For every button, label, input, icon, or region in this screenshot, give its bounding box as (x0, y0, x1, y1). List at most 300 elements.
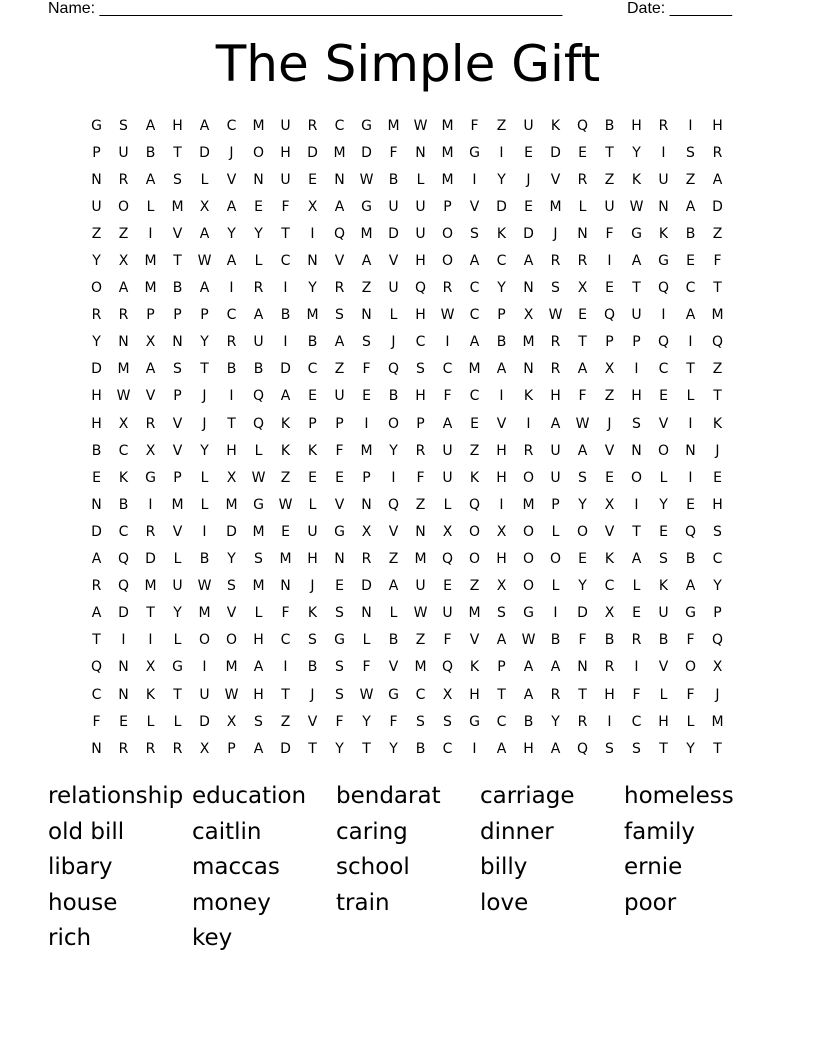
grid-letter: N (577, 225, 588, 242)
grid-letter: O (252, 144, 265, 161)
grid-letter: N (685, 442, 696, 459)
grid-letter: A (388, 578, 399, 595)
grid-letter: I (688, 469, 693, 486)
grid-letter: S (335, 686, 344, 703)
grid-letter: C (658, 361, 669, 378)
grid-letter: I (229, 280, 234, 297)
grid-letter: P (713, 605, 722, 622)
grid-letter: S (443, 713, 452, 730)
grid-letter: E (308, 171, 317, 188)
grid-letter: E (659, 523, 668, 540)
grid-letter: P (335, 415, 344, 432)
grid-letter: O (657, 442, 670, 459)
grid-letter: P (632, 334, 641, 351)
grid-letter: H (91, 388, 102, 405)
grid-letter: N (334, 551, 345, 568)
grid-letter: T (92, 632, 101, 649)
grid-row (83, 464, 733, 491)
grid-letter: P (227, 740, 236, 757)
grid-letter: R (145, 523, 156, 540)
grid-letter: L (200, 496, 209, 513)
grid-letter: X (118, 415, 129, 432)
grid-letter: A (118, 280, 129, 297)
grid-letter: T (227, 415, 236, 432)
grid-letter: N (253, 171, 264, 188)
grid-letter: M (198, 605, 211, 622)
grid-letter: R (118, 740, 129, 757)
grid-letter: O (630, 469, 643, 486)
grid-letter: I (607, 713, 612, 730)
grid-letter: V (388, 253, 399, 270)
grid-letter: M (252, 578, 265, 595)
grid-letter: D (361, 144, 372, 161)
grid-letter: S (470, 225, 479, 242)
grid-letter: J (526, 171, 531, 188)
grid-letter: U (442, 442, 453, 459)
grid-letter: Z (118, 225, 129, 242)
grid-letter: E (281, 523, 290, 540)
grid-letter: I (526, 415, 531, 432)
grid-letter: A (361, 253, 372, 270)
grid-letter: Q (387, 361, 400, 378)
grid-letter: A (523, 659, 534, 676)
grid-letter: P (173, 469, 182, 486)
grid-letter: Y (227, 225, 236, 242)
grid-letter: Q (684, 523, 697, 540)
grid-letter: F (281, 198, 290, 215)
grid-letter: W (251, 469, 266, 486)
grid-letter: C (442, 740, 453, 757)
grid-letter: S (362, 334, 371, 351)
grid-letter: B (280, 307, 291, 324)
grid-letter: T (281, 225, 290, 242)
grid-letter: H (415, 388, 426, 405)
grid-letter: F (470, 117, 479, 134)
grid-letter: O (198, 632, 211, 649)
grid-letter: G (145, 469, 156, 486)
grid-row (83, 410, 733, 437)
grid-letter: H (172, 117, 183, 134)
grid-letter: T (308, 740, 317, 757)
grid-letter: Z (280, 713, 291, 730)
grid-letter: P (173, 307, 182, 324)
grid-letter: M (144, 280, 157, 297)
grid-letter: B (172, 280, 183, 297)
grid-letter: C (280, 632, 291, 649)
grid-row (83, 708, 733, 735)
grid-letter: V (145, 388, 156, 405)
grid-letter: T (578, 686, 587, 703)
grid-letter: H (550, 388, 561, 405)
grid-letter: A (199, 280, 210, 297)
grid-letter: W (224, 686, 239, 703)
grid-letter: X (712, 659, 723, 676)
grid-letter: E (443, 578, 452, 595)
grid-letter: C (469, 307, 480, 324)
grid-letter: Q (657, 334, 670, 351)
grid-letter: U (334, 388, 345, 405)
grid-letter: B (388, 171, 399, 188)
grid-letter: G (172, 659, 183, 676)
grid-letter: J (202, 388, 207, 405)
grid-letter: L (173, 713, 182, 730)
grid-letter: Z (685, 171, 696, 188)
grid-letter: R (550, 361, 561, 378)
grid-letter: K (604, 551, 615, 568)
grid-letter: U (415, 198, 426, 215)
grid-letter: O (549, 551, 562, 568)
grid-letter: N (334, 171, 345, 188)
grid-letter: O (576, 523, 589, 540)
grid-letter: F (389, 713, 398, 730)
grid-letter: R (631, 632, 642, 649)
grid-letter: F (335, 713, 344, 730)
grid-letter: I (283, 334, 288, 351)
grid-letter: Q (414, 280, 427, 297)
grid-letter: U (415, 578, 426, 595)
word-list-item: relationship (48, 783, 184, 809)
grid-letter: V (496, 415, 507, 432)
grid-letter: L (254, 605, 263, 622)
grid-letter: V (658, 659, 669, 676)
grid-letter: L (686, 713, 695, 730)
grid-letter: H (496, 551, 507, 568)
grid-letter: M (711, 713, 724, 730)
grid-letter: S (686, 144, 695, 161)
grid-letter: N (415, 144, 426, 161)
grid-letter: E (362, 388, 371, 405)
grid-letter: H (226, 442, 237, 459)
word-list-item: old bill (48, 818, 125, 845)
grid-letter: I (310, 225, 315, 242)
grid-letter: M (252, 523, 265, 540)
grid-letter: T (200, 361, 209, 378)
grid-letter: D (496, 198, 507, 215)
grid-letter: T (713, 388, 722, 405)
grid-letter: X (442, 523, 453, 540)
grid-letter: X (118, 253, 129, 270)
grid-letter: X (604, 605, 615, 622)
grid-letter: W (521, 632, 536, 649)
grid-letter: E (659, 388, 668, 405)
grid-letter: M (414, 659, 427, 676)
grid-letter: A (631, 253, 642, 270)
grid-letter: W (575, 415, 590, 432)
grid-letter: R (577, 713, 588, 730)
word-list-item: train (336, 889, 390, 916)
word-list-item: caring (336, 818, 408, 845)
word-list-item: dinner (480, 818, 554, 845)
grid-letter: P (200, 307, 209, 324)
grid-letter: H (415, 307, 426, 324)
grid-letter: M (360, 225, 373, 242)
grid-letter: A (253, 740, 264, 757)
grid-row (83, 383, 733, 410)
grid-letter: B (685, 225, 696, 242)
grid-letter: K (280, 442, 291, 459)
word-list-item: money (192, 889, 271, 916)
grid-letter: R (118, 171, 129, 188)
grid-letter: V (388, 659, 399, 676)
grid-letter: D (577, 605, 588, 622)
grid-letter: K (631, 171, 642, 188)
grid-letter: Y (200, 334, 209, 351)
grid-letter: C (469, 280, 480, 297)
word-list-item: education (192, 783, 307, 809)
grid-letter: P (308, 415, 317, 432)
grid-letter: B (604, 632, 615, 649)
grid-row (83, 139, 733, 166)
grid-letter: Q (441, 659, 454, 676)
grid-letter: A (334, 198, 345, 215)
grid-letter: H (415, 253, 426, 270)
grid-letter: R (604, 659, 615, 676)
grid-letter: R (334, 280, 345, 297)
grid-letter: Q (117, 578, 130, 595)
grid-letter: O (225, 632, 238, 649)
grid-letter: V (172, 415, 183, 432)
grid-letter: P (362, 469, 371, 486)
grid-letter: U (280, 117, 291, 134)
grid-letter: V (550, 171, 561, 188)
grid-letter: W (548, 307, 563, 324)
grid-letter: E (92, 469, 101, 486)
grid-letter: G (469, 713, 480, 730)
grid-letter: I (202, 659, 207, 676)
grid-letter: D (388, 225, 399, 242)
grid-letter: A (523, 253, 534, 270)
grid-letter: A (280, 388, 291, 405)
grid-letter: I (688, 415, 693, 432)
grid-letter: J (229, 144, 234, 161)
grid-letter: G (469, 144, 480, 161)
grid-letter: L (416, 171, 425, 188)
grid-letter: A (496, 740, 507, 757)
grid-letter: E (308, 469, 317, 486)
grid-letter: L (173, 551, 182, 568)
grid-letter: W (197, 253, 212, 270)
grid-letter: P (497, 307, 506, 324)
word-list-item: school (336, 854, 410, 880)
grid-letter: F (632, 686, 641, 703)
grid-letter: J (553, 225, 558, 242)
grid-letter: U (253, 334, 264, 351)
grid-letter: H (307, 551, 318, 568)
grid-letter: T (713, 280, 722, 297)
grid-letter: K (496, 225, 507, 242)
grid-letter: I (148, 496, 153, 513)
grid-letter: B (604, 117, 615, 134)
grid-letter: I (283, 280, 288, 297)
grid-letter: E (578, 307, 587, 324)
grid-letter: X (577, 280, 588, 297)
grid-letter: T (173, 686, 182, 703)
grid-letter: B (307, 659, 318, 676)
grid-letter: V (388, 523, 399, 540)
grid-letter: Y (254, 225, 263, 242)
grid-letter: L (146, 713, 155, 730)
grid-letter: I (661, 307, 666, 324)
grid-letter: Q (657, 280, 670, 297)
grid-letter: L (443, 496, 452, 513)
grid-letter: A (469, 334, 480, 351)
grid-letter: S (254, 713, 263, 730)
grid-letter: A (685, 198, 696, 215)
grid-letter: V (172, 442, 183, 459)
grid-letter: Y (308, 280, 317, 297)
grid-letter: F (281, 605, 290, 622)
name-field-label: Name: ____________________________________________________ (48, 0, 563, 17)
grid-letter: E (578, 551, 587, 568)
grid-letter: M (333, 144, 346, 161)
grid-letter: S (335, 659, 344, 676)
grid-letter: C (631, 713, 642, 730)
grid-letter: U (199, 686, 210, 703)
grid-letter: Z (469, 442, 480, 459)
grid-letter: I (148, 632, 153, 649)
grid-letter: P (551, 496, 560, 513)
grid-letter: K (145, 686, 156, 703)
grid-letter: H (91, 415, 102, 432)
grid-letter: S (335, 307, 344, 324)
grid-letter: W (629, 198, 644, 215)
grid-letter: H (496, 442, 507, 459)
grid-letter: I (688, 117, 693, 134)
grid-letter: A (253, 659, 264, 676)
grid-letter: E (524, 198, 533, 215)
grid-letter: G (658, 253, 669, 270)
grid-letter: F (92, 713, 101, 730)
word-list-item: libary (48, 854, 113, 880)
grid-letter: F (416, 469, 425, 486)
grid-letter: J (202, 415, 207, 432)
grid-letter: S (497, 605, 506, 622)
grid-letter: B (550, 632, 561, 649)
grid-letter: R (91, 307, 102, 324)
grid-letter: M (468, 605, 481, 622)
grid-letter: Y (389, 442, 398, 459)
grid-letter: S (173, 361, 182, 378)
grid-letter: U (91, 198, 102, 215)
grid-letter: L (200, 469, 209, 486)
grid-letter: F (443, 388, 452, 405)
grid-letter: R (442, 280, 453, 297)
grid-letter: D (550, 144, 561, 161)
grid-letter: Z (712, 361, 723, 378)
grid-letter: E (686, 496, 695, 513)
grid-letter: H (631, 117, 642, 134)
grid-letter: C (415, 334, 426, 351)
grid-letter: D (280, 361, 291, 378)
grid-letter: M (225, 659, 238, 676)
grid-letter: G (361, 198, 372, 215)
grid-letter: F (686, 686, 695, 703)
grid-letter: B (685, 551, 696, 568)
grid-letter: Q (252, 388, 265, 405)
grid-letter: M (171, 496, 184, 513)
grid-letter: X (604, 361, 615, 378)
grid-letter: L (389, 605, 398, 622)
grid-letter: L (173, 632, 182, 649)
grid-letter: E (686, 253, 695, 270)
grid-letter: S (632, 740, 641, 757)
grid-letter: Y (686, 740, 695, 757)
grid-letter: L (200, 171, 209, 188)
grid-letter: Y (362, 713, 371, 730)
grid-letter: R (415, 442, 426, 459)
grid-letter: R (658, 117, 669, 134)
grid-letter: Z (388, 551, 399, 568)
grid-letter: U (658, 605, 669, 622)
grid-letter: X (496, 578, 507, 595)
grid-letter: I (688, 334, 693, 351)
grid-letter: E (335, 578, 344, 595)
grid-letter: Z (415, 632, 426, 649)
grid-letter: X (496, 523, 507, 540)
grid-letter: K (118, 469, 129, 486)
grid-letter: B (388, 388, 399, 405)
grid-letter: S (119, 117, 128, 134)
grid-letter: K (658, 225, 669, 242)
grid-letter: H (604, 686, 615, 703)
grid-letter: O (522, 523, 535, 540)
page-title: The Simple Gift (215, 35, 601, 93)
grid-row (83, 600, 733, 627)
grid-letter: K (658, 578, 669, 595)
grid-letter: I (472, 740, 477, 757)
grid-row (83, 681, 733, 708)
grid-letter: E (119, 713, 128, 730)
grid-letter: D (199, 144, 210, 161)
grid-letter: J (310, 578, 315, 595)
grid-letter: C (307, 361, 318, 378)
grid-letter: U (307, 523, 318, 540)
grid-letter: S (173, 171, 182, 188)
grid-row (83, 491, 733, 518)
grid-letter: E (605, 280, 614, 297)
grid-letter: R (577, 171, 588, 188)
grid-letter: M (117, 361, 130, 378)
grid-letter: I (499, 496, 504, 513)
grid-letter: S (632, 415, 641, 432)
grid-letter: L (308, 496, 317, 513)
word-list (48, 780, 768, 958)
grid-letter: K (712, 415, 723, 432)
grid-letter: M (441, 117, 454, 134)
grid-letter: R (523, 442, 534, 459)
grid-letter: W (359, 686, 374, 703)
grid-letter: C (118, 442, 129, 459)
grid-row (83, 573, 733, 600)
grid-letter: Z (415, 496, 426, 513)
grid-letter: C (334, 117, 345, 134)
grid-letter: R (550, 253, 561, 270)
grid-letter: W (359, 171, 374, 188)
grid-letter: V (604, 523, 615, 540)
word-list-item: homeless (624, 783, 734, 809)
grid-letter: T (632, 280, 641, 297)
grid-letter: G (523, 605, 534, 622)
grid-row (83, 220, 733, 247)
grid-letter: M (441, 144, 454, 161)
grid-letter: R (253, 280, 264, 297)
grid-letter: R (577, 253, 588, 270)
grid-letter: N (118, 334, 129, 351)
grid-letter: V (334, 253, 345, 270)
grid-letter: V (469, 198, 480, 215)
grid-letter: Y (92, 334, 101, 351)
grid-letter: D (199, 713, 210, 730)
